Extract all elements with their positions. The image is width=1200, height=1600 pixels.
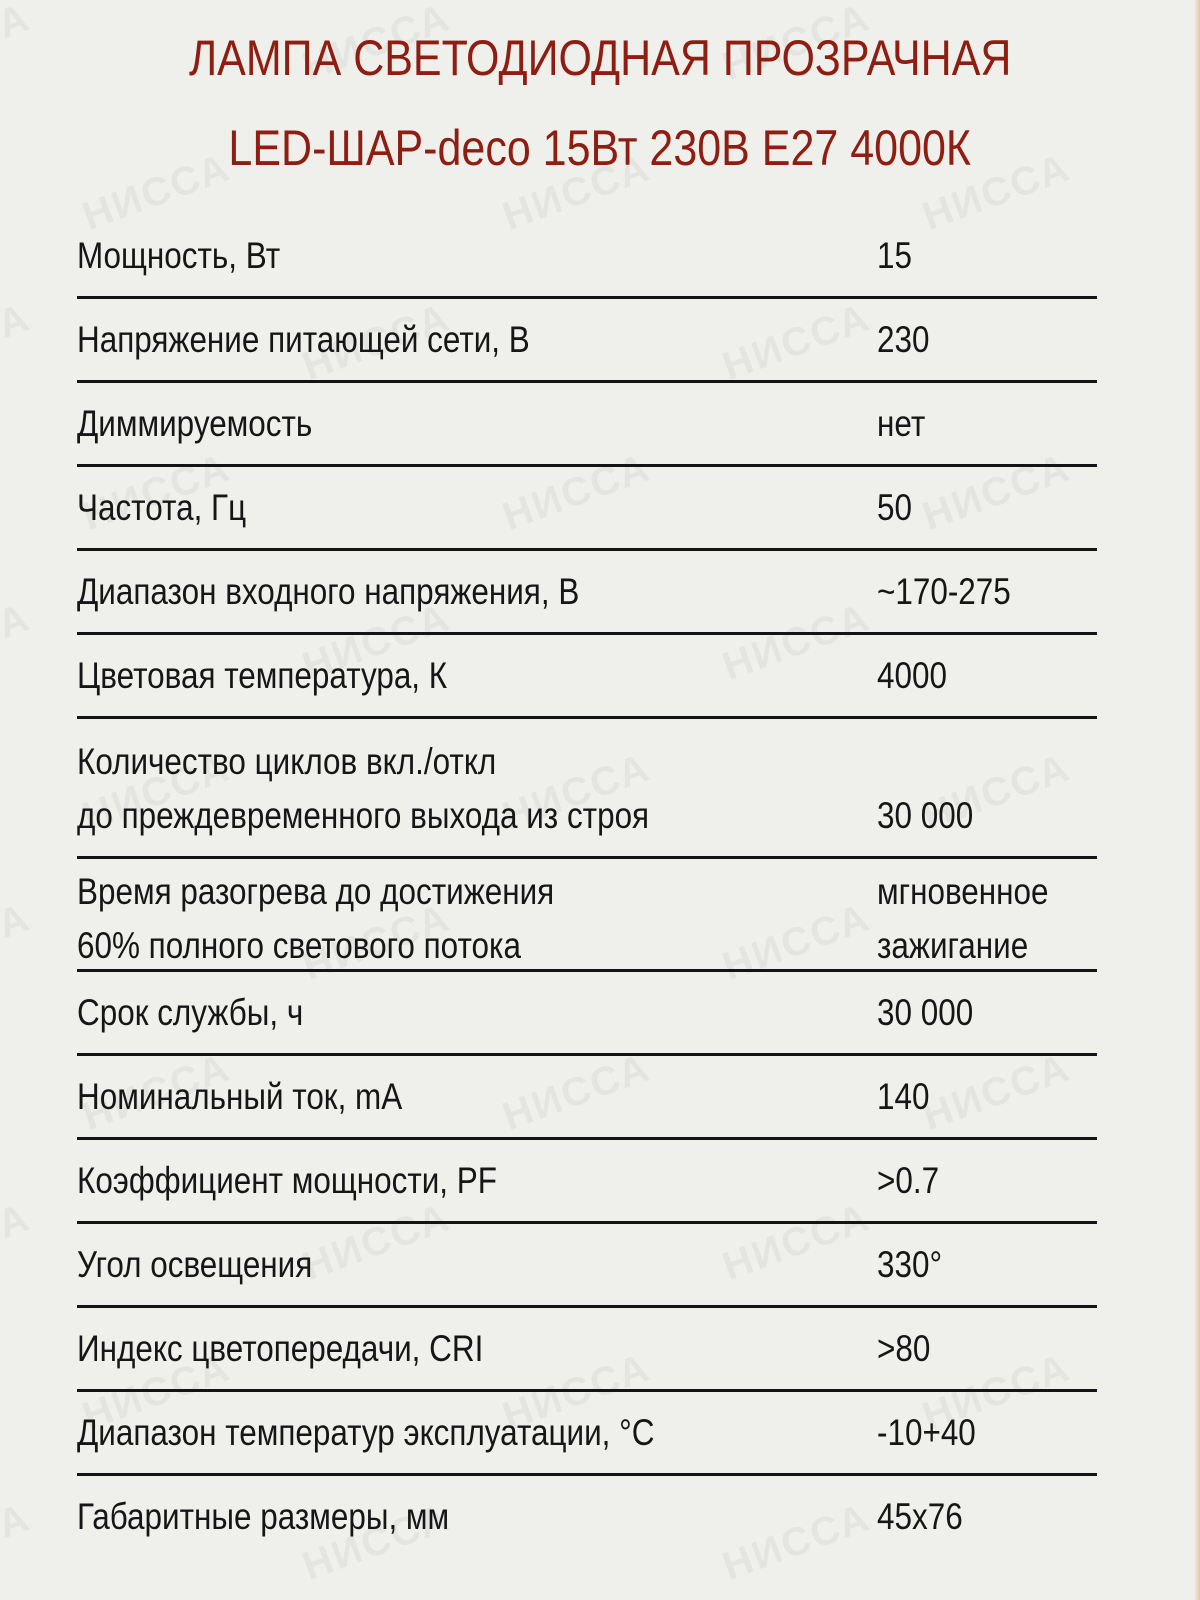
spec-value: [877, 735, 973, 843]
spec-label-line: Индекс цветопередачи, CRI: [77, 1328, 484, 1369]
spec-label: [77, 229, 280, 283]
spec-row: [77, 299, 1097, 383]
spec-value: [877, 313, 929, 367]
spec-label: [77, 397, 312, 451]
spec-label: [77, 865, 554, 973]
spec-row: [77, 972, 1097, 1056]
spec-value-line: нет: [877, 403, 926, 444]
spec-value-line: ~170-275: [877, 571, 1011, 612]
spec-value-line: 30 000: [877, 992, 974, 1033]
watermark-logo: [0, 1195, 36, 1290]
watermark-logo: [0, 1495, 36, 1590]
title-text-2: LED-ШАР-deco 15Вт 230В E27 4000К: [228, 120, 972, 176]
spec-value-line: 15: [877, 235, 912, 276]
spec-label-line: 60% полного светового потока: [77, 925, 521, 966]
spec-label-line: Мощность, Вт: [77, 235, 281, 276]
spec-value: [877, 649, 947, 703]
spec-label: [77, 565, 579, 619]
spec-value-line: 4000: [877, 655, 947, 696]
spec-label-line: Угол освещения: [77, 1244, 313, 1285]
spec-row: [77, 215, 1097, 299]
spec-value: [877, 1154, 939, 1208]
spec-label-line: до преждевременного выхода из строя: [77, 795, 650, 836]
spec-label-line: Диапазон температур эксплуатации, °С: [77, 1412, 655, 1453]
spec-value-line: 140: [877, 1076, 930, 1117]
spec-value-line: 30 000: [877, 795, 974, 836]
spec-value: [877, 1490, 963, 1544]
spec-label: [77, 1322, 483, 1376]
spec-label: [77, 735, 649, 843]
spec-label: [77, 986, 303, 1040]
title-text-1: ЛАМПА СВЕТОДИОДНАЯ ПРОЗРАЧНАЯ: [188, 30, 1012, 86]
spec-value-line: >80: [877, 1328, 931, 1369]
spec-label-line: Напряжение питающей сети, В: [77, 319, 530, 360]
spec-label: [77, 1490, 449, 1544]
spec-row: [77, 1392, 1097, 1476]
spec-label: [77, 313, 530, 367]
spec-row: [77, 1308, 1097, 1392]
spec-table: [77, 215, 1097, 1560]
spec-value: [877, 229, 912, 283]
spec-row: [77, 1476, 1097, 1560]
title-line-2: [0, 118, 1200, 178]
spec-value: [877, 1406, 976, 1460]
spec-label: [77, 1154, 497, 1208]
spec-value: [877, 1070, 929, 1124]
spec-label-line: Количество циклов вкл./откл: [77, 741, 497, 782]
spec-row: [77, 551, 1097, 635]
spec-value: [877, 1322, 930, 1376]
spec-label: [77, 649, 447, 703]
watermark-logo: [0, 595, 36, 690]
spec-value-line: >0.7: [877, 1160, 940, 1201]
spec-value-line: зажигание: [877, 925, 1029, 966]
spec-value-line: 230: [877, 319, 930, 360]
spec-value-line: 50: [877, 487, 912, 528]
spec-label-line: Цветовая температура, К: [77, 655, 448, 696]
spec-label-line: Время разогрева до достижения: [77, 871, 555, 912]
spec-label-line: Диапазон входного напряжения, В: [77, 571, 580, 612]
spec-label-line: Срок службы, ч: [77, 992, 304, 1033]
spec-value-line: 45x76: [877, 1496, 963, 1537]
spec-value-line: мгновенное: [877, 871, 1049, 912]
watermark-logo: [0, 295, 36, 390]
spec-value-line: -10+40: [877, 1412, 976, 1453]
title-line-1: [0, 28, 1200, 88]
spec-label-line: Габаритные размеры, мм: [77, 1496, 450, 1537]
spec-row: [77, 635, 1097, 719]
spec-row: [77, 859, 1097, 972]
watermark-logo: [0, 895, 36, 990]
spec-row: [77, 1224, 1097, 1308]
spec-value: [877, 481, 912, 535]
spec-row: [77, 467, 1097, 551]
spec-label: [77, 1070, 402, 1124]
spec-value: [877, 397, 925, 451]
spec-label: [77, 1238, 312, 1292]
spec-label: [77, 1406, 654, 1460]
spec-value: [877, 565, 1011, 619]
spec-value: [877, 865, 1049, 973]
spec-label: [77, 481, 246, 535]
spec-row: [77, 1056, 1097, 1140]
spec-label-line: Коэффициент мощности, PF: [77, 1160, 497, 1201]
spec-row: [77, 719, 1097, 859]
spec-label-line: Номинальный ток, mA: [77, 1076, 403, 1117]
spec-value: [877, 986, 973, 1040]
spec-row: [77, 1140, 1097, 1224]
spec-value-line: 330°: [877, 1244, 943, 1285]
page-edge: [1194, 0, 1200, 1600]
spec-label-line: Частота, Гц: [77, 487, 247, 528]
spec-row: [77, 383, 1097, 467]
spec-value: [877, 1238, 942, 1292]
spec-label-line: Диммируемость: [77, 403, 313, 444]
